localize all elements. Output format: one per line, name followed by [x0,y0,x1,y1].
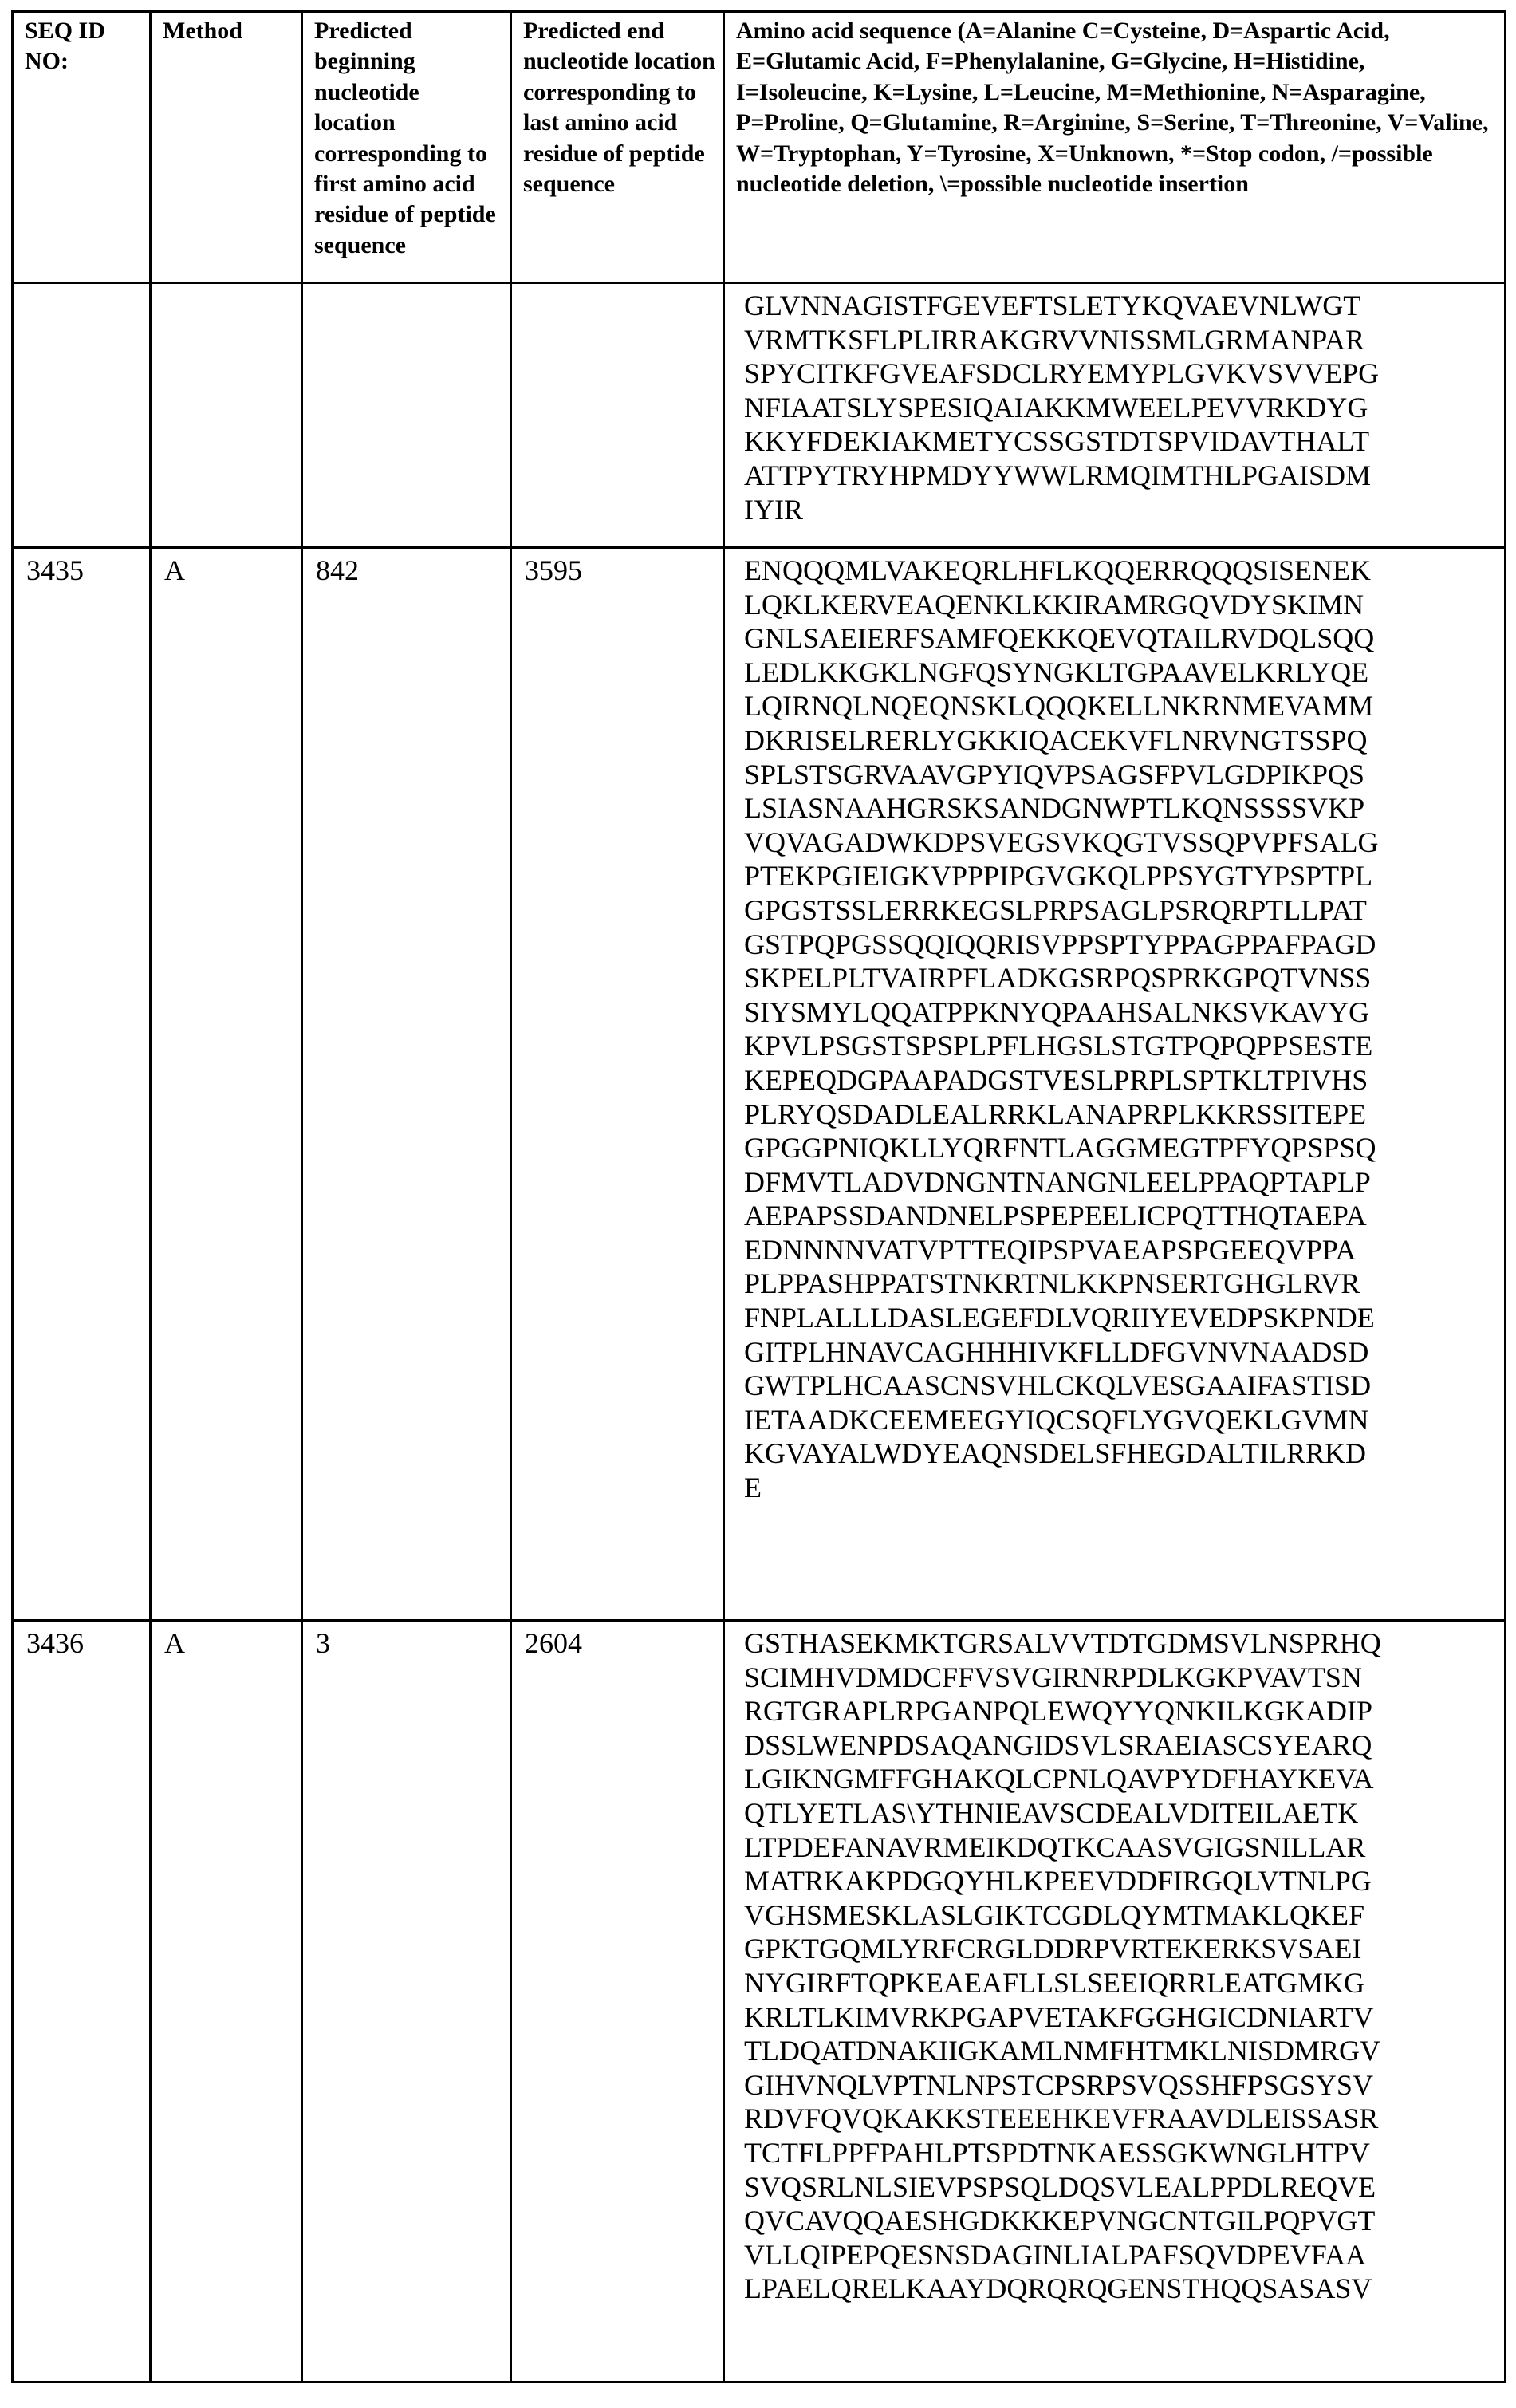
sequence-line: GSTPQPGSSQQIQQRISVPPSPTYPPAGPPAFPAGD [744,928,1376,960]
sequence-line: VLLQIPEPQESNSDAGINLIALPAFSQVDPEVFAA [744,2238,1367,2271]
sequence-line: SCIMHVDMDCFFVSVGIRNRPDLKGKPVAVTSN [744,1661,1362,1693]
cell-begin: 3 [302,1621,511,2382]
header-amino-acid-sequence: Amino acid sequence (A=Alanine C=Cysteine, D=Aspartic Acid, E=Glutamic Acid, F=Phenylalanine, G=Glycine, H=Histidine, I=Isoleucine, K=Lysine, L=Leucine, M=Methionine, N=Asparagine, P=Proline, Q=Glutamine, R=Arginine, S=Serine, T=Threonine, V=Valine, W=Tryptophan, Y=Tyrosine, X=Unknown, *=Stop codon, /=possible nucleotide deletion, \=possible nucleotide insertion [724,12,1506,283]
sequence-line: MATRKAKPDGQYHLKPEEVDDFIRGQLVTNLPG [744,1865,1372,1898]
sequence-line: GPGSTSSLERRKEGSLPRPSAGLPSRQRPTLLPAT [744,893,1367,926]
sequence-line: LGIKNGMFFGHAKQLCPNLQAVPYDFHAYKEVA [744,1763,1374,1795]
sequence-line: QTLYETLAS\YTHNIEAVSCDEALVDITEILAETK [744,1796,1359,1829]
sequence-line: FNPLALLLDASLEGEFDLVQRIIYEVEDPSKPNDE [744,1302,1375,1334]
sequence-line: KEPEQDGPAAPADGSTVESLPRPLSPTKLTPIVHS [744,1063,1368,1096]
sequence-line: LQKLKERVEAQENKLKKIRAMRGQVDYSKIMN [744,588,1364,621]
sequence-line: VGHSMESKLASLGIKTCGDLQYMTMAKLQKEF [744,1898,1365,1931]
sequence-line: GIHVNQLVPTNLNPSTCPSRPSVQSSHFPSGSYSV [744,2068,1373,2101]
cell-seq-id [13,283,151,548]
sequence-line: LSIASNAAHGRSKSANDGNWPTLKQNSSSSVKP [744,792,1365,825]
cell-sequence [724,548,1506,1621]
sequence-line: KKYFDEKIAKMETYCSSGSTDTSPVIDAVTHALT [744,425,1370,458]
sequence-line: NYGIRFTQPKEAEAFLLSLSEEIQRRLEATGMKG [744,1966,1365,1999]
cell-sequence [724,283,1506,548]
sequence-line: GPKTGQMLYRFCRGLDDRPVRTEKERKSVSAEI [744,1933,1362,1965]
sequence-line: ATTPYTRYHPMDYYWWLRMQIMTHLPGAISDM [744,459,1372,491]
header-end-location: Predicted end nucleotide location corresponding to last amino acid residue of peptide sequence [511,12,724,283]
sequence-line: PLPPASHPPATSTNKRTNLKKPNSERTGHGLRVR [744,1267,1360,1300]
sequence-line: ENQQQMLVAKEQRLHFLKQQERRQQQSISENEK [744,554,1372,586]
header-begin-location: Predicted beginning nucleotide location corresponding to first amino acid residue of peptide sequence [302,12,511,283]
table-row [13,283,1506,548]
sequence-line: SIYSMYLQQATPPKNYQPAAHSALNKSVKAVYG [744,995,1370,1028]
table-row [13,1621,1506,2382]
sequence-line: IETAADKCEEMEEGYIQCSQFLYGVQEKLGVMN [744,1403,1369,1436]
sequence-line: SPYCITKFGVEAFSDCLRYEMYPLGVKVSVVEPG [744,357,1380,390]
sequence-line: SKPELPLTVAIRPFLADKGSRPQSPRKGPQTVNSS [744,962,1372,995]
sequence-line: LEDLKKGKLNGFQSYNGKLTGPAAVELKRLYQE [744,656,1369,688]
sequence-line: LPAELQRELKAAYDQRQRQGENSTHQQSASASV [744,2272,1372,2305]
cell-method: A [151,548,302,1621]
sequence-line: VRMTKSFLPLIRRAKGRVVNISSMLGRMANPAR [744,323,1364,356]
sequence-line: SPLSTSGRVAAVGPYIQVPSAGSFPVLGDPIKPQS [744,758,1365,790]
cell-begin [302,283,511,548]
cell-seq-id: 3435 [13,548,151,1621]
sequence-line: LTPDEFANAVRMEIKDQTKCAASVGIGSNILLAR [744,1831,1366,1863]
cell-begin: 842 [302,548,511,1621]
sequence-line: KGVAYALWDYEAQNSDELSFHEGDALTILRRKD [744,1437,1367,1470]
header-method: Method [151,12,302,283]
table-row [13,548,1506,1621]
sequence-line: GSTHASEKMKTGRSALVVTDTGDMSVLNSPRHQ [744,1627,1381,1659]
sequence-line: PLRYQSDADLEALRRKLANAPRPLKKRSSITEPE [744,1098,1367,1130]
cell-end [511,283,724,548]
sequence-line: DFMVTLADVDNGNTNANGNLEELPPAQPTAPLP [744,1165,1371,1198]
sequence-line: DKRISELRERLYGKKIQACEKVFLNRVNGTSSPQ [744,723,1368,756]
sequence-line: AEPAPSSDANDNELPSPEPEELICPQTTHQTAEPA [744,1200,1367,1232]
header-row [13,12,1506,283]
sequence-line: E [744,1472,762,1504]
cell-sequence [724,1621,1506,2382]
cell-end: 3595 [511,548,724,1621]
sequence-line: NFIAATSLYSPESIQAIAKKMWEELPEVVRKDYG [744,391,1368,424]
sequence-line: RGTGRAPLRPGANPQLEWQYYQNKILKGKADIP [744,1695,1372,1728]
cell-method [151,283,302,548]
cell-end: 2604 [511,1621,724,2382]
sequence-line: TCTFLPPFPAHLPTSPDTNKAESSGKWNGLHTPV [744,2136,1370,2169]
sequence-line: TLDQATDNAKIIGKAMLNMFHTMKLNISDMRGV [744,2035,1380,2067]
sequence-line: DSSLWENPDSAQANGIDSVLSRAEIASCSYEARQ [744,1728,1372,1761]
sequence-line: IYIR [744,493,803,526]
sequence-line: PTEKPGIEIGKVPPPIPGVGKQLPPSYGTYPSPTPL [744,860,1373,893]
sequence-line: GLVNNAGISTFGEVEFTSLETYKQVAEVNLWGT [744,290,1361,321]
sequence-line: GNLSAEIERFSAMFQEKKQEVQTAILRVDQLSQQ [744,622,1375,655]
cell-seq-id: 3436 [13,1621,151,2382]
sequence-line: LQIRNQLNQEQNSKLQQQKELLNKRNMEVAMM [744,690,1374,723]
sequence-line: GWTPLHCAASCNSVHLCKQLVESGAAIFASTISD [744,1370,1372,1402]
sequence-line: GPGGPNIQKLLYQRFNTLAGGMEGTPFYQPSPSQ [744,1132,1376,1165]
sequence-line: SVQSRLNLSIEVPSPSQLDQSVLEALPPDLREQVE [744,2170,1376,2203]
sequence-line: VQVAGADWKDPSVEGSVKQGTVSSQPVPFSALG [744,826,1379,858]
cell-method: A [151,1621,302,2382]
header-seq-id: SEQ ID NO: [13,12,151,283]
sequence-line: QVCAVQQAESHGDKKKEPVNGCNTGILPQPVGT [744,2205,1376,2237]
sequence-line: RDVFQVQKAKKSTEEEHKEVFRAAVDLEISSASR [744,2103,1379,2135]
sequence-line: KPVLPSGSTSPSPLPFLHGSLSTGTPQPQPPSESTE [744,1030,1373,1062]
sequence-table [11,10,1506,2383]
sequence-line: EDNNNNVATVPTTEQIPSPVAEAPSPGEEQVPPA [744,1233,1357,1266]
sequence-line: GITPLHNAVCAGHHHIVKFLLDFGVNVNAADSD [744,1335,1369,1368]
sequence-line: KRLTLKIMVRKPGAPVETAKFGGHGICDNIARTV [744,2000,1374,2033]
